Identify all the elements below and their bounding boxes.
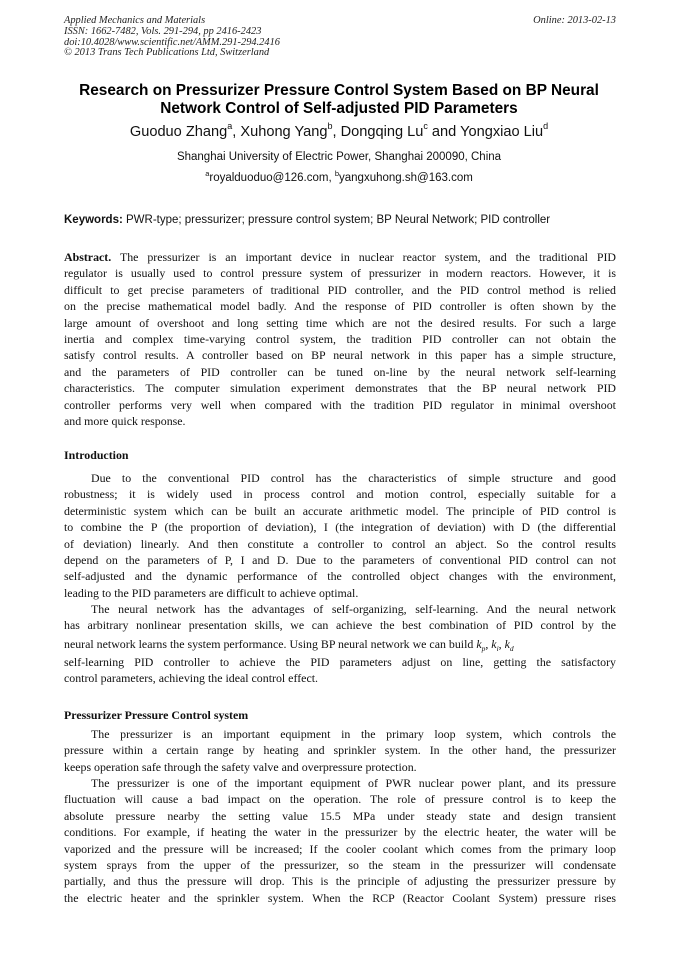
email-address: royalduoduo@126.com xyxy=(209,172,329,184)
text-line: control parameters, achieving the ideal control effect. xyxy=(64,671,318,686)
abstract-line: satisfy control results. A controller based on BP neural network in this paper has a simple structure, xyxy=(64,348,616,363)
author-name: Yongxiao Liu xyxy=(460,124,544,140)
title-line-1: Research on Pressurizer Pressure Control System Based on BP Neural xyxy=(79,82,599,99)
symbol-ki: $k_i$ xyxy=(491,636,499,653)
author-separator: , xyxy=(232,124,241,140)
pressurizer-heading: Pressurizer Pressure Control system xyxy=(64,708,249,722)
abstract-line: difficult to get precise parameters of traditional PID controller, and the PID control method is relied xyxy=(64,282,616,297)
author-emails xyxy=(40,171,638,186)
pressurizer-paragraph-1 xyxy=(64,726,616,775)
author-sup: c xyxy=(423,121,428,131)
text-line: the electric heater and the sprinkler system. When the RCP (Reactor Coolant System) pressure rises xyxy=(64,890,616,905)
copyright-line: © 2013 Trans Tech Publications Ltd, Switzerland xyxy=(64,47,270,59)
text-line: The pressurizer is an important equipment in the primary loop system, which controls the xyxy=(91,727,616,741)
abstract-line: controller performs very well when compared with the tradition PID regulator in minimal overshoot xyxy=(64,397,616,412)
email-address: yangxuhong.sh@163.com xyxy=(339,172,473,184)
keywords-text: PWR-type; pressurizer; pressure control system; BP Neural Network; PID controller xyxy=(126,214,551,226)
text-line: deterministic system which can be built an accurate arithmetic model. The principle of PID control is xyxy=(64,503,616,518)
text-line: absolute pressure nearby the setting value 15.5 MPa under steady state and design transient xyxy=(64,808,616,823)
text-line: conditions. For example, if heating the water in the pressurizer by the electric heater, the water will be xyxy=(64,825,616,840)
doi-line: doi:10.4028/www.scientific.net/AMM.291-294.2416 xyxy=(64,36,280,48)
author-name: Xuhong Yang xyxy=(240,124,328,140)
email-sup: a xyxy=(205,169,210,178)
abstract xyxy=(64,249,616,429)
introduction-paragraph-2 xyxy=(64,601,616,687)
text-line: depend on the parameters of P, I and D. Due to the parameters of conventional PID control can not xyxy=(64,553,616,568)
abstract-line: and the parameters of PID controller can be tuned on-line by the neural network self-learning xyxy=(64,364,616,379)
text-line-with-math: neural network learns the system performance. Using BP neural network we can build $k_p$, $k_i$, $k_d$ xyxy=(64,636,514,653)
text-line: of deviation) linearly. And then constitute a controller to control an abject. So the control results xyxy=(64,536,616,551)
journal-header xyxy=(64,16,616,59)
text-line: robustness; it is widely used in process control and motion control, especially suitable for a xyxy=(64,487,616,502)
abstract-line: and more quick response. xyxy=(64,414,186,429)
author-sup: b xyxy=(327,121,333,131)
text-line: fluctuation will cause a bad impact on the operation. The role of pressure control is to keep the xyxy=(64,792,616,807)
author-sup: d xyxy=(543,121,549,131)
symbol-kp: $k_p$ xyxy=(476,636,486,653)
keywords-label: Keywords: xyxy=(64,214,123,226)
text-line: self-adjusted and the dynamic performance of the controlled object changes with the environment, xyxy=(64,569,616,584)
text-line: self-learning PID controller to achieve the PID parameters adjust on line, getting the satisfactory xyxy=(64,654,616,669)
pressurizer-paragraph-2 xyxy=(64,775,616,906)
title-line-2: Network Control of Self-adjusted PID Parameters xyxy=(160,100,518,117)
abstract-line: inertia and complex time-varying control system, the tradition PID controller can not obtain the xyxy=(64,332,616,347)
text-line: keeps operation safe through the safety valve and overpressure protection. xyxy=(64,759,417,774)
abstract-line: on the precise mathematical model badly. And the response of PID controller is often shown by the xyxy=(64,299,616,314)
abstract-line: Abstract. The pressurizer is an important device in nuclear reactor system, and the traditional PID xyxy=(64,250,616,264)
online-date: Online: 2013-02-13 xyxy=(533,15,616,26)
text-line: Due to the conventional PID control has the characteristics of simple structure and good xyxy=(91,471,616,485)
text-line: The pressurizer is one of the important equipment of PWR nuclear power plant, and its pressure xyxy=(91,776,616,790)
introduction-paragraph-1 xyxy=(64,470,616,601)
author-separator: , xyxy=(332,124,341,140)
author-separator: and xyxy=(427,124,461,140)
symbol-kd: $k_d$ xyxy=(504,636,514,653)
author-sup: a xyxy=(227,121,233,131)
author-name: Dongqing Lu xyxy=(340,124,424,140)
issn-line: ISSN: 1662-7482, Vols. 291-294, pp 2416-2423 xyxy=(64,25,262,37)
introduction-heading: Introduction xyxy=(64,448,129,462)
text-line: partially, and thus the pressure will drop. This is the principle of adjusting the pressurizer pressure by xyxy=(64,874,616,889)
text-line: has arbitrary nonlinear presentation skills, we can achieve the best combination of PID control by the xyxy=(64,618,616,633)
paper-title xyxy=(40,82,638,118)
author-list xyxy=(40,123,638,141)
abstract-line: regulator is usually used to control pressure system of pressurizer in modern reactors. However, it is xyxy=(64,266,616,281)
abstract-label: Abstract. xyxy=(64,250,112,264)
keywords xyxy=(64,213,616,228)
text-line: vaporized and the pressure will be increased; If the cooler coolant which comes from the primary loop xyxy=(64,841,616,856)
author-name: Guoduo Zhang xyxy=(129,124,228,140)
abstract-line: large amount of overshoot and long setting time which are not the desired results. For such a large xyxy=(64,315,616,330)
abstract-line: characteristics. The computer simulation experiment demonstrates that the BP neural network PID xyxy=(64,381,616,396)
journal-name: Applied Mechanics and Materials xyxy=(64,15,206,26)
email-separator: , xyxy=(328,172,335,184)
text-line: leading to the PID parameters are difficult to achieve optimal. xyxy=(64,585,359,600)
email-sup: b xyxy=(334,169,340,178)
text-line: to combine the P (the proportion of deviation), I (the integration of deviation) with D (the differential xyxy=(64,520,616,535)
text-line: pressure within a certain range by heating and sprinkler system. In the other hand, the pressurizer xyxy=(64,743,616,758)
text-line: system sprays from the upper of the pressurizer, so the steam in the pressurizer will condensate xyxy=(64,858,616,873)
text-line: The neural network has the advantages of self-organizing, self-learning. And the neural network xyxy=(91,602,616,616)
affiliation: Shanghai University of Electric Power, Shanghai 200090, China xyxy=(176,151,502,163)
